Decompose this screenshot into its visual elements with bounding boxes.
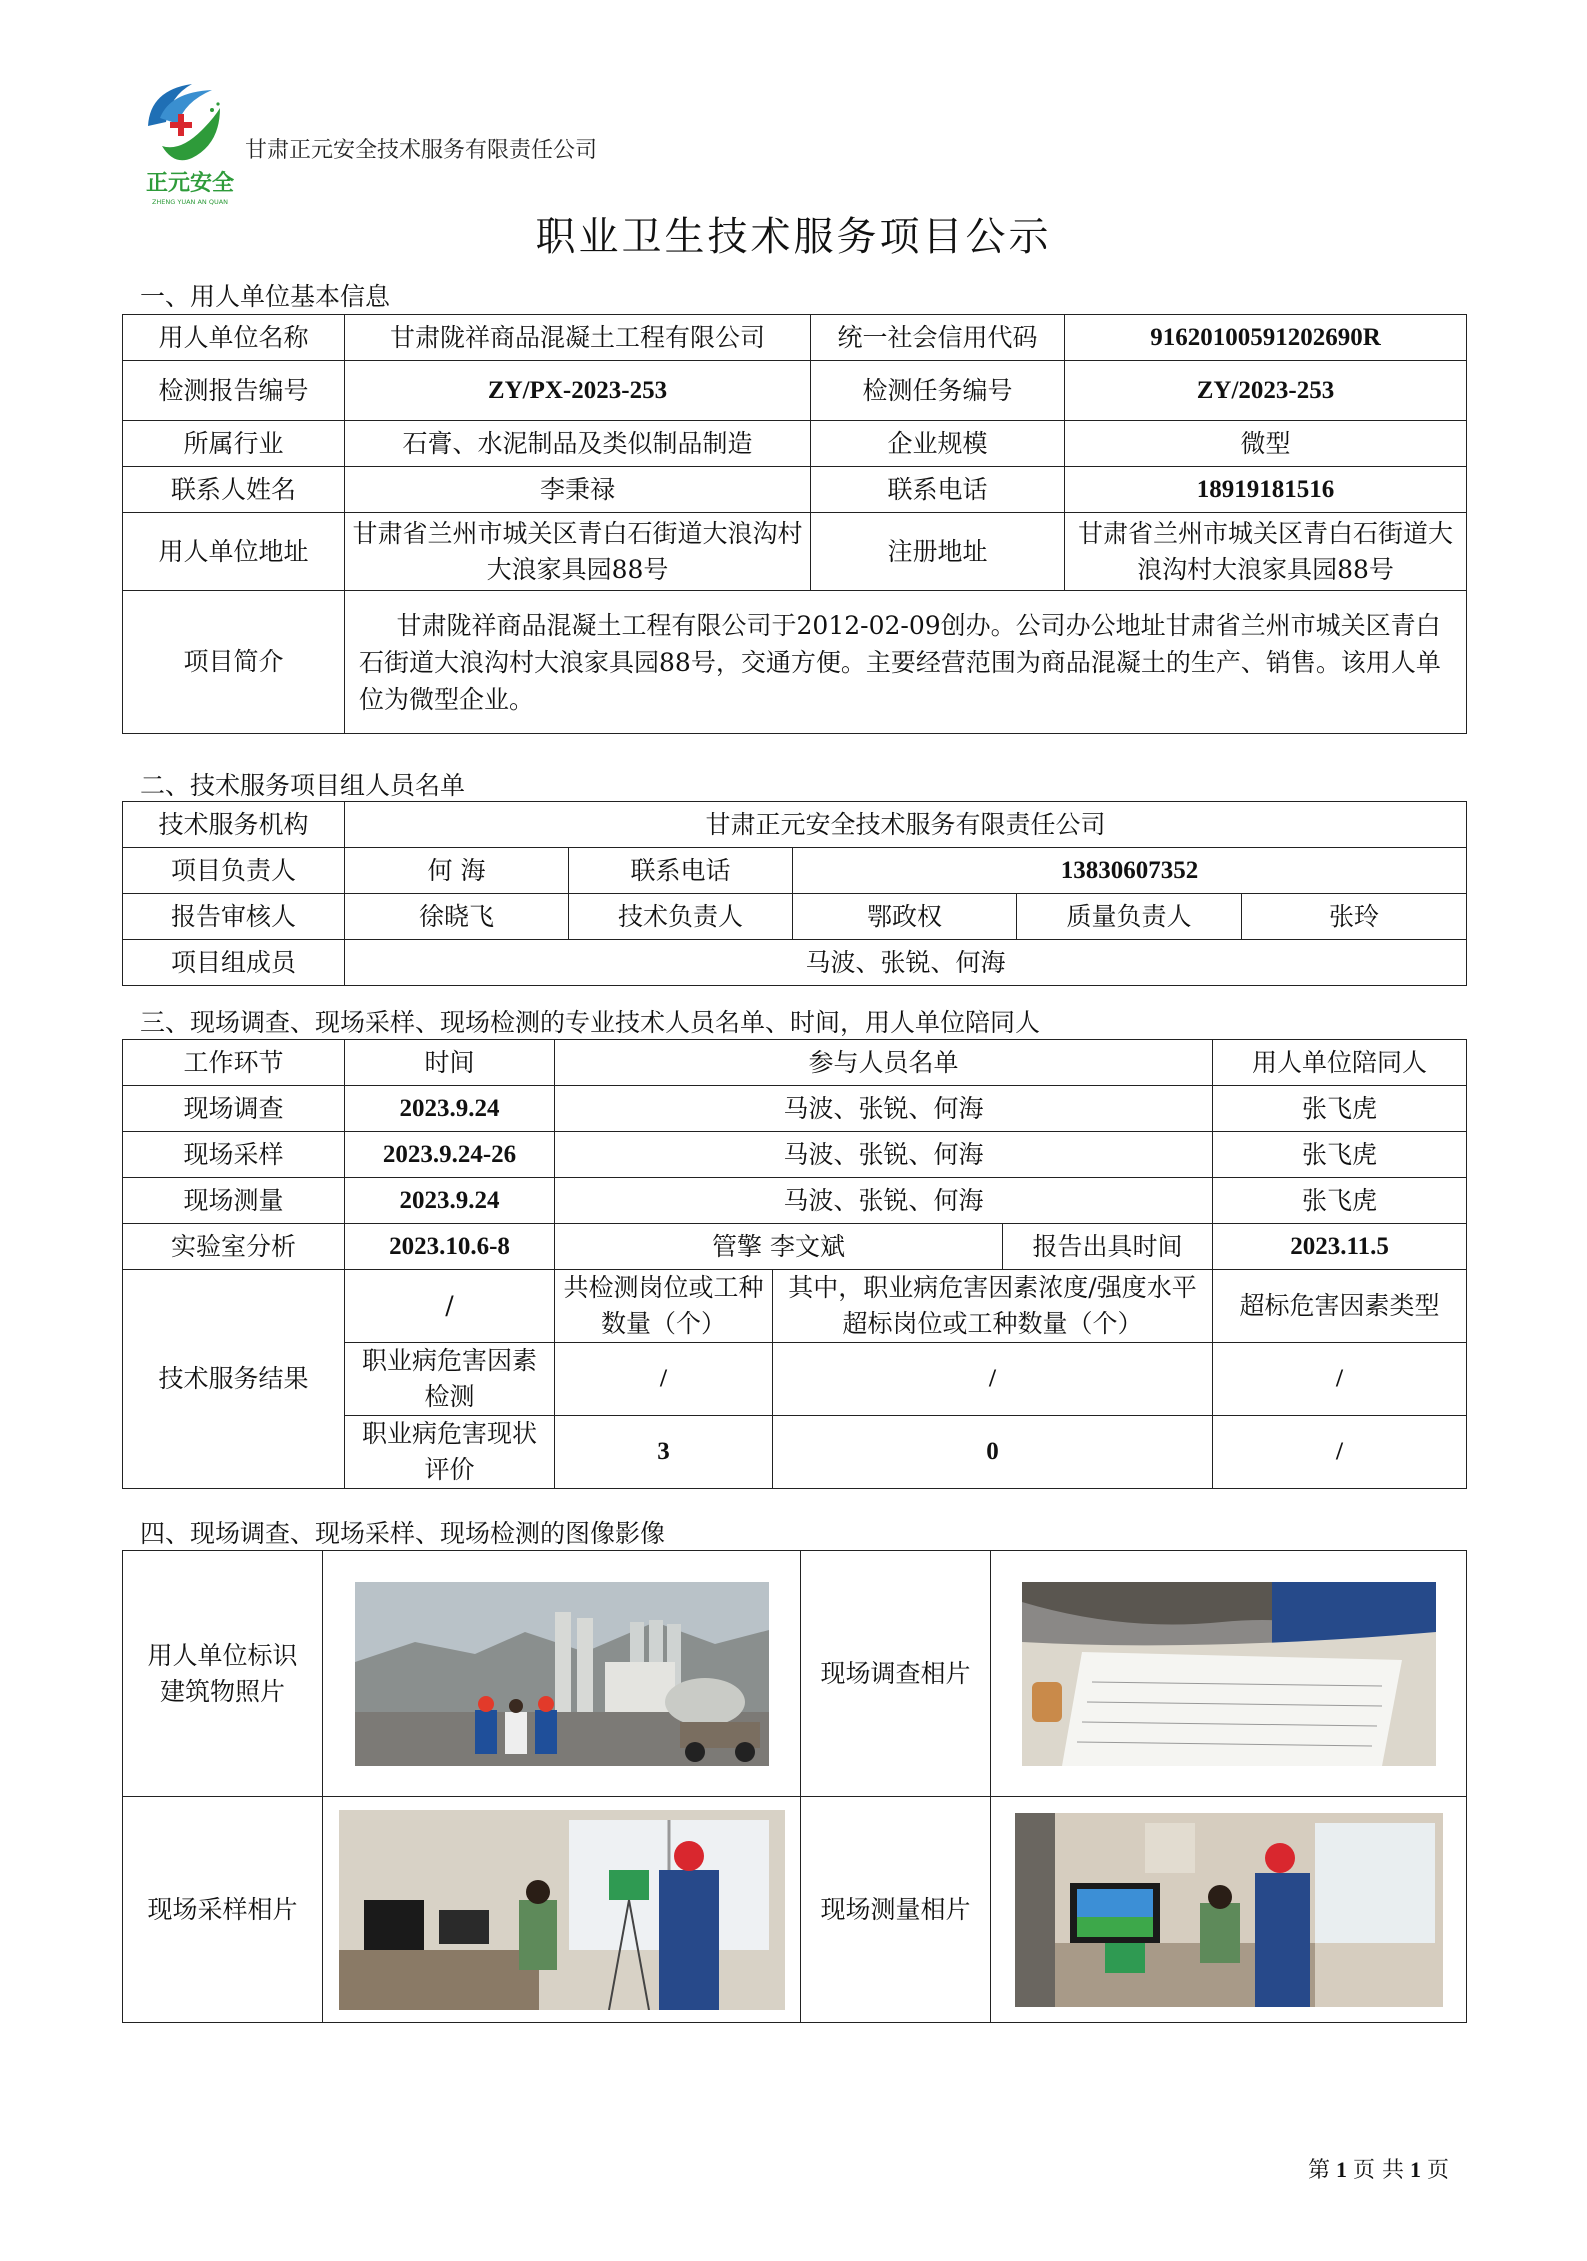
value-industry: 石膏、水泥制品及类似制品制造 [345,421,811,467]
logo-subtext: ZHENG YUAN AN QUAN [151,198,229,206]
label-industry: 所属行业 [123,421,345,467]
value-tech-lead: 鄂政权 [793,894,1017,940]
table-row [123,1224,1467,1270]
label-address: 用人单位地址 [123,513,345,591]
label-leader: 项目负责人 [123,848,345,894]
results-head-exceed: 其中，职业病危害因素浓度/强度水平超标岗位或工种数量（个） [773,1270,1213,1343]
row-people: 马波、张锐、何海 [555,1178,1213,1224]
row-companion: 张飞虎 [1213,1086,1467,1132]
survey-photo-cell [991,1551,1467,1797]
footer-prefix: 第 [1307,2158,1330,2183]
value-members: 马波、张锐、何海 [345,940,1467,986]
value-report-no: ZY/PX-2023-253 [345,361,811,421]
label-scale: 企业规模 [811,421,1065,467]
label-building-photo: 用人单位标识建筑物照片 [123,1551,323,1797]
section1-heading: 一、用人单位基本信息 [140,282,391,311]
row-time: 2023.9.24 [345,1086,555,1132]
label-report-time: 报告出具时间 [1003,1224,1213,1270]
company-logo [140,78,240,208]
value-leader: 何 海 [345,848,569,894]
header-stage: 工作环节 [123,1040,345,1086]
footer-total: 1 [1409,2157,1421,2182]
section2-heading: 二、技术服务项目组人员名单 [140,771,466,800]
label-results: 技术服务结果 [123,1270,345,1489]
value-report-time: 2023.11.5 [1213,1224,1467,1270]
label-measure-photo: 现场测量相片 [801,1797,991,2023]
row-people: 马波、张锐、何海 [555,1132,1213,1178]
result-count: / [555,1343,773,1416]
results-head-type: 超标危害因素类型 [1213,1270,1467,1343]
label-quality-lead: 质量负责人 [1017,894,1242,940]
label-report-no: 检测报告编号 [123,361,345,421]
measure-photo [1015,1813,1443,2007]
label-sampling-photo: 现场采样相片 [123,1797,323,2023]
result-count: 3 [555,1416,773,1489]
value-org: 甘肃正元安全技术服务有限责任公司 [345,802,1467,848]
label-reviewer: 报告审核人 [123,894,345,940]
value-quality-lead: 张玲 [1242,894,1467,940]
header-companion: 用人单位陪同人 [1213,1040,1467,1086]
result-exceed: / [773,1343,1213,1416]
building-photo-cell [323,1551,801,1797]
section3-heading: 三、现场调查、现场采样、现场检测的专业技术人员名单、时间，用人单位陪同人 [140,1008,1041,1037]
value-phone: 18919181516 [1065,467,1467,513]
photo-table [122,1550,1467,2023]
fieldwork-table [122,1039,1467,1489]
survey-photo [1022,1582,1436,1766]
value-reg-address: 甘肃省兰州市城关区青白石街道大浪沟村大浪家具园88号 [1065,513,1467,591]
basic-info-table [122,314,1467,734]
value-leader-phone: 13830607352 [793,848,1467,894]
value-scale: 微型 [1065,421,1467,467]
lab-stage: 实验室分析 [123,1224,345,1270]
team-table [122,801,1467,986]
label-task-no: 检测任务编号 [811,361,1065,421]
label-contact: 联系人姓名 [123,467,345,513]
lab-time: 2023.10.6-8 [345,1224,555,1270]
result-type: / [1213,1416,1467,1489]
section4-heading: 四、现场调查、现场采样、现场检测的图像影像 [140,1519,666,1548]
footer-mid: 页 共 [1352,2158,1404,2183]
value-reviewer: 徐晓飞 [345,894,569,940]
label-reg-address: 注册地址 [811,513,1065,591]
sampling-photo [339,1810,785,2010]
header-people: 参与人员名单 [555,1040,1213,1086]
logo-text: 正元安全 [145,171,235,196]
label-unit-name: 用人单位名称 [123,315,345,361]
document-title: 职业卫生技术服务项目公示 [535,214,1052,260]
table-row [123,1132,1467,1178]
row-stage: 现场采样 [123,1132,345,1178]
label-tech-lead: 技术负责人 [569,894,793,940]
value-credit-code: 91620100591202690R [1065,315,1467,361]
company-header-block [140,78,740,218]
lab-people: 管擎 李文斌 [555,1224,1003,1270]
header-time: 时间 [345,1040,555,1086]
table-row [123,1178,1467,1224]
label-phone: 联系电话 [811,467,1065,513]
value-unit-name: 甘肃陇祥商品混凝土工程有限公司 [345,315,811,361]
result-name: 职业病危害现状评价 [345,1416,555,1489]
label-credit-code: 统一社会信用代码 [811,315,1065,361]
label-intro: 项目简介 [123,591,345,734]
label-org: 技术服务机构 [123,802,345,848]
value-intro: 甘肃陇祥商品混凝土工程有限公司于2012-02-09创办。公司办公地址甘肃省兰州市城关区青白石街道大浪沟村大浪家具园88号，交通方便。主要经营范围为商品混凝土的生产、销售。该用人单位为微型企业。 [345,591,1467,734]
footer-page: 1 [1335,2157,1347,2182]
row-people: 马波、张锐、何海 [555,1086,1213,1132]
company-name-header: 甘肃正元安全技术服务有限责任公司 [245,138,598,163]
row-stage: 现场测量 [123,1178,345,1224]
measure-photo-cell [991,1797,1467,2023]
footer-suffix: 页 [1426,2158,1449,2183]
row-time: 2023.9.24 [345,1178,555,1224]
row-stage: 现场调查 [123,1086,345,1132]
result-exceed: 0 [773,1416,1213,1489]
results-head-count: 共检测岗位或工种数量（个） [555,1270,773,1343]
label-members: 项目组成员 [123,940,345,986]
value-address: 甘肃省兰州市城关区青白石街道大浪沟村大浪家具园88号 [345,513,811,591]
result-name: 职业病危害因素检测 [345,1343,555,1416]
label-survey-photo: 现场调查相片 [801,1551,991,1797]
page-footer [1308,2153,1449,2184]
row-companion: 张飞虎 [1213,1178,1467,1224]
row-time: 2023.9.24-26 [345,1132,555,1178]
results-head-slash: / [345,1270,555,1343]
table-row [123,1086,1467,1132]
value-task-no: ZY/2023-253 [1065,361,1467,421]
label-leader-phone: 联系电话 [569,848,793,894]
sampling-photo-cell [323,1797,801,2023]
row-companion: 张飞虎 [1213,1132,1467,1178]
building-photo [355,1582,769,1766]
result-type: / [1213,1343,1467,1416]
value-contact: 李秉禄 [345,467,811,513]
